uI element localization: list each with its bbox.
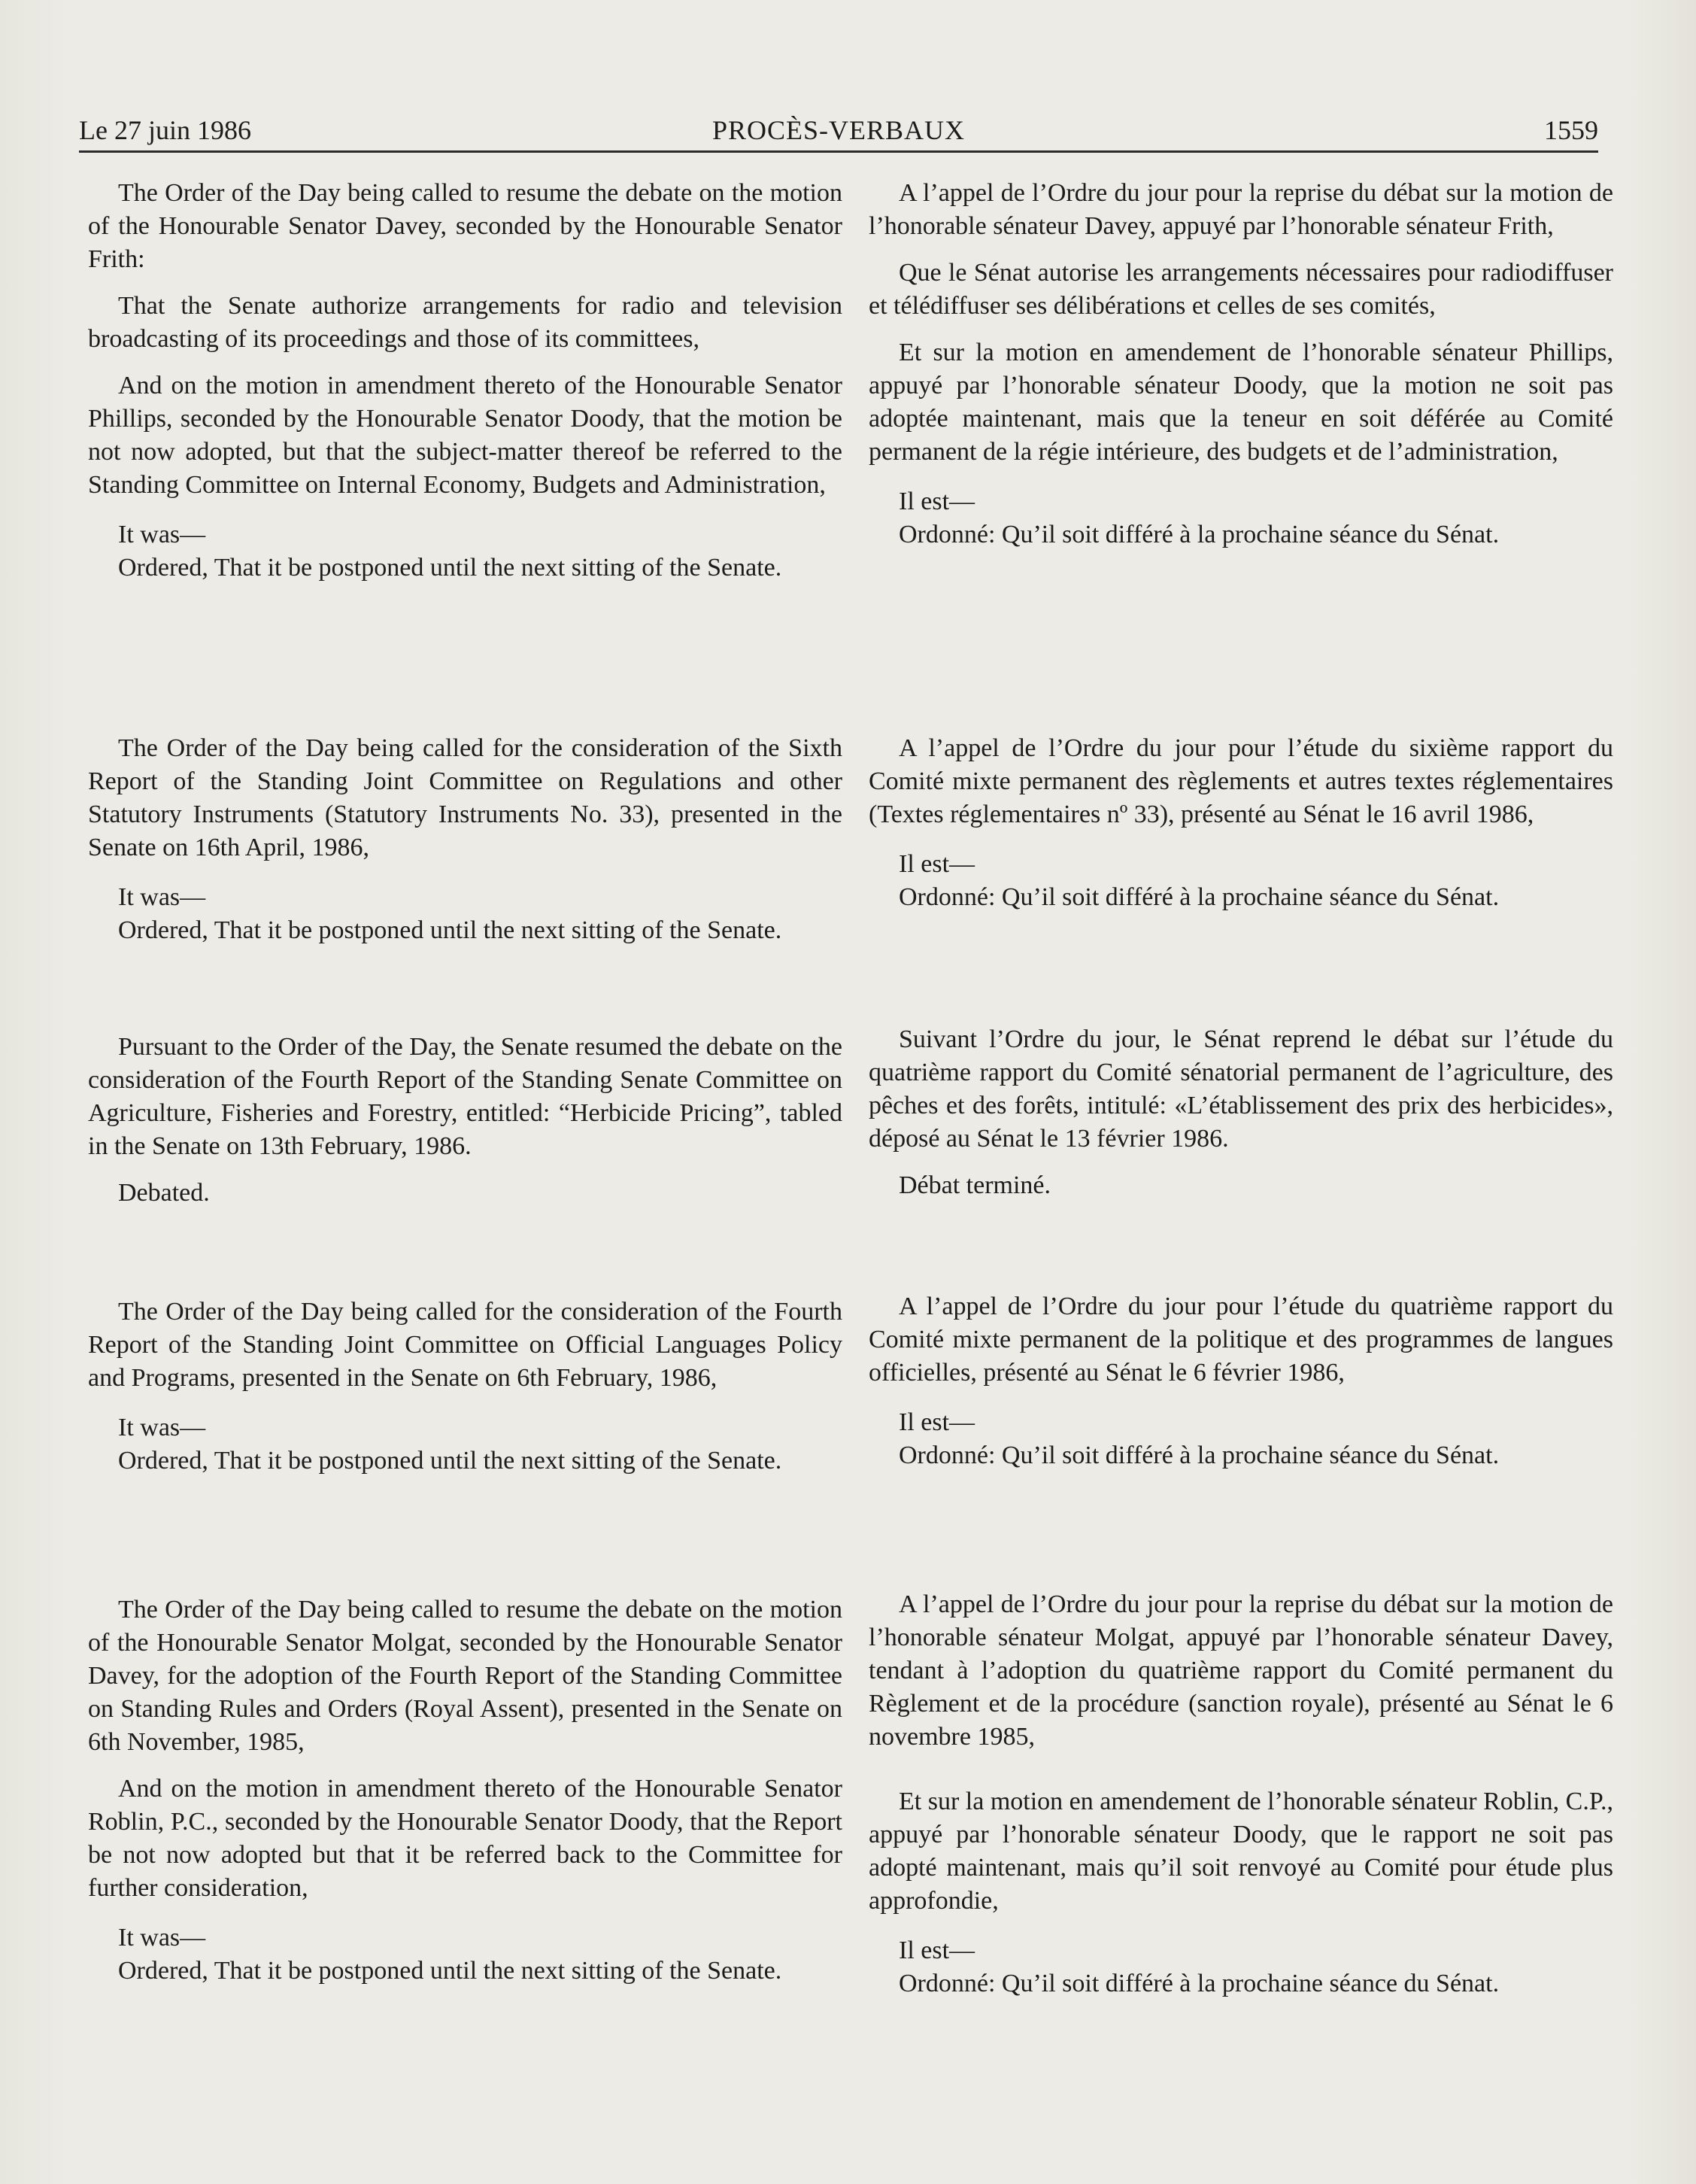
paragraph: A l’appel de l’Ordre du jour pour l’étude du quatrième rapport du Comité mixte permanent de la politique et des programmes de langues officielles, présenté au Sénat le 6 février 1986, — [869, 1292, 1613, 1387]
paragraph: And on the motion in amendment thereto of the Honourable Senator Phillips, seconded by the Honourable Senator Doody, that the motion be not now adopted, but that the subject-matter thereof be referred to the Standing Committee on Internal Economy, Budgets and Administration, — [88, 372, 842, 499]
paragraph: A l’appel de l’Ordre du jour pour la reprise du débat sur la motion de l’honorable sénateur Molgat, appuyé par l’honorable sénateur Davey, tendant à l’adoption du quatrième rapport du Comité permanent du Règlement et de la procédure (sanction royale), présenté au Sénat le 6 novembre 1985, — [869, 1590, 1613, 1751]
paragraph: Et sur la motion en amendement de l’honorable sénateur Phillips, appuyé par l’honorable sénateur Doody, que la motion ne soit pas adoptée maintenant, mais que la teneur en soit déférée au Comité permanent de la régie intérieure, des budgets et de l’administration, — [869, 339, 1613, 466]
ordonne-line: Ordonné: Qu’il soit différé à la prochaine séance du Sénat. — [899, 521, 1500, 548]
paragraph: Et sur la motion en amendement de l’honorable sénateur Roblin, C.P., appuyé par l’honorable sénateur Doody, que le rapport ne soit pas adopté maintenant, mais qu’il soit renvoyé au Comité pour étude plus approfondie, — [869, 1788, 1613, 1915]
entry-official-languages-en — [88, 1296, 842, 1478]
entry-herbicide-fr — [869, 1023, 1613, 1202]
paragraph: The Order of the Day being called for the consideration of the Sixth Report of the Standing Joint Committee on Regulations and other Statutory Instruments (Statutory Instruments No. 33), presented in the Senate on 16th April, 1986, — [88, 734, 842, 861]
page-header — [79, 107, 1598, 153]
entry-regulations-fr — [869, 732, 1613, 914]
ordonne-line: Ordonné: Qu’il soit différé à la prochaine séance du Sénat. — [899, 883, 1500, 911]
it-was-line: It was— — [118, 1924, 206, 1952]
entry-royal-assent-en — [88, 1593, 842, 1988]
paragraph: The Order of the Day being called to resume the debate on the motion of the Honourable Senator Davey, seconded by the Honourable Senator Frith: — [88, 179, 842, 273]
it-was-line: It was— — [118, 883, 206, 911]
il-est-line: Il est— — [899, 488, 975, 515]
it-was-line: It was— — [118, 1414, 206, 1441]
header-date: Le 27 juin 1986 — [79, 115, 251, 145]
entry-broadcasting-en — [88, 177, 842, 585]
debat-line: Débat terminé. — [899, 1171, 1051, 1199]
paragraph: The Order of the Day being called for the consideration of the Fourth Report of the Standing Joint Committee on Official Languages Policy and Programs, presented in the Senate on 6th February, 1986, — [88, 1298, 842, 1392]
entry-broadcasting-fr — [869, 177, 1613, 551]
entry-royal-assent-fr — [869, 1588, 1613, 2000]
il-est-line: Il est— — [899, 850, 975, 878]
ordered-line: Ordered, That it be postponed until the next sitting of the Senate. — [118, 554, 782, 582]
header-title: PROCÈS-VERBAUX — [711, 115, 966, 145]
ordered-line: Ordered, That it be postponed until the next sitting of the Senate. — [118, 916, 782, 944]
paragraph: That the Senate authorize arrangements for radio and television broadcasting of its proceedings and those of its committees, — [88, 292, 842, 353]
debated-line: Debated. — [118, 1179, 210, 1207]
it-was-line: It was— — [118, 521, 206, 548]
entry-herbicide-en — [88, 1031, 842, 1210]
ordered-line: Ordered, That it be postponed until the next sitting of the Senate. — [118, 1447, 782, 1475]
paragraph: Pursuant to the Order of the Day, the Senate resumed the debate on the consideration of the Fourth Report of the Standing Senate Committee on Agriculture, Fisheries and Forestry, entitled: “Herbicide Pricing”, tabled in the Senate on 13th February, 1986. — [88, 1033, 842, 1160]
page-number: 1559 — [1544, 115, 1598, 145]
paragraph: A l’appel de l’Ordre du jour pour l’étude du sixième rapport du Comité mixte permanent des règlements et autres textes réglementaires (Textes réglementaires nº 33), présenté au Sénat le 16 avril 1986, — [869, 734, 1613, 828]
ordonne-line: Ordonné: Qu’il soit différé à la prochaine séance du Sénat. — [899, 1441, 1500, 1469]
entry-regulations-en — [88, 732, 842, 947]
ordonne-line: Ordonné: Qu’il soit différé à la prochaine séance du Sénat. — [899, 1970, 1500, 1997]
paragraph: Suivant l’Ordre du jour, le Sénat reprend le débat sur l’étude du quatrième rapport du Comité sénatorial permanent de l’agriculture, des pêches et des forêts, intitulé: «L’établissement des prix des herbicides», déposé au Sénat le 13 février 1986. — [869, 1025, 1613, 1153]
ordered-line: Ordered, That it be postponed until the next sitting of the Senate. — [118, 1957, 782, 1985]
paragraph: A l’appel de l’Ordre du jour pour la reprise du débat sur la motion de l’honorable sénateur Davey, appuyé par l’honorable sénateur Frith, — [869, 179, 1613, 240]
paragraph: The Order of the Day being called to resume the debate on the motion of the Honourable Senator Molgat, seconded by the Honourable Senator Davey, for the adoption of the Fourth Report of the Standing Committee on Standing Rules and Orders (Royal Assent), presented in the Senate on 6th November, 1985, — [88, 1596, 842, 1756]
paragraph: And on the motion in amendment thereto of the Honourable Senator Roblin, P.C., seconded by the Honourable Senator Doody, that the Report be not now adopted but that it be referred back to the Committee for further consideration, — [88, 1775, 842, 1902]
entry-official-languages-fr — [869, 1290, 1613, 1472]
il-est-line: Il est— — [899, 1936, 975, 1964]
paragraph: Que le Sénat autorise les arrangements nécessaires pour radiodiffuser et télédiffuser ses délibérations et celles de ses comités, — [869, 259, 1613, 320]
il-est-line: Il est— — [899, 1408, 975, 1436]
